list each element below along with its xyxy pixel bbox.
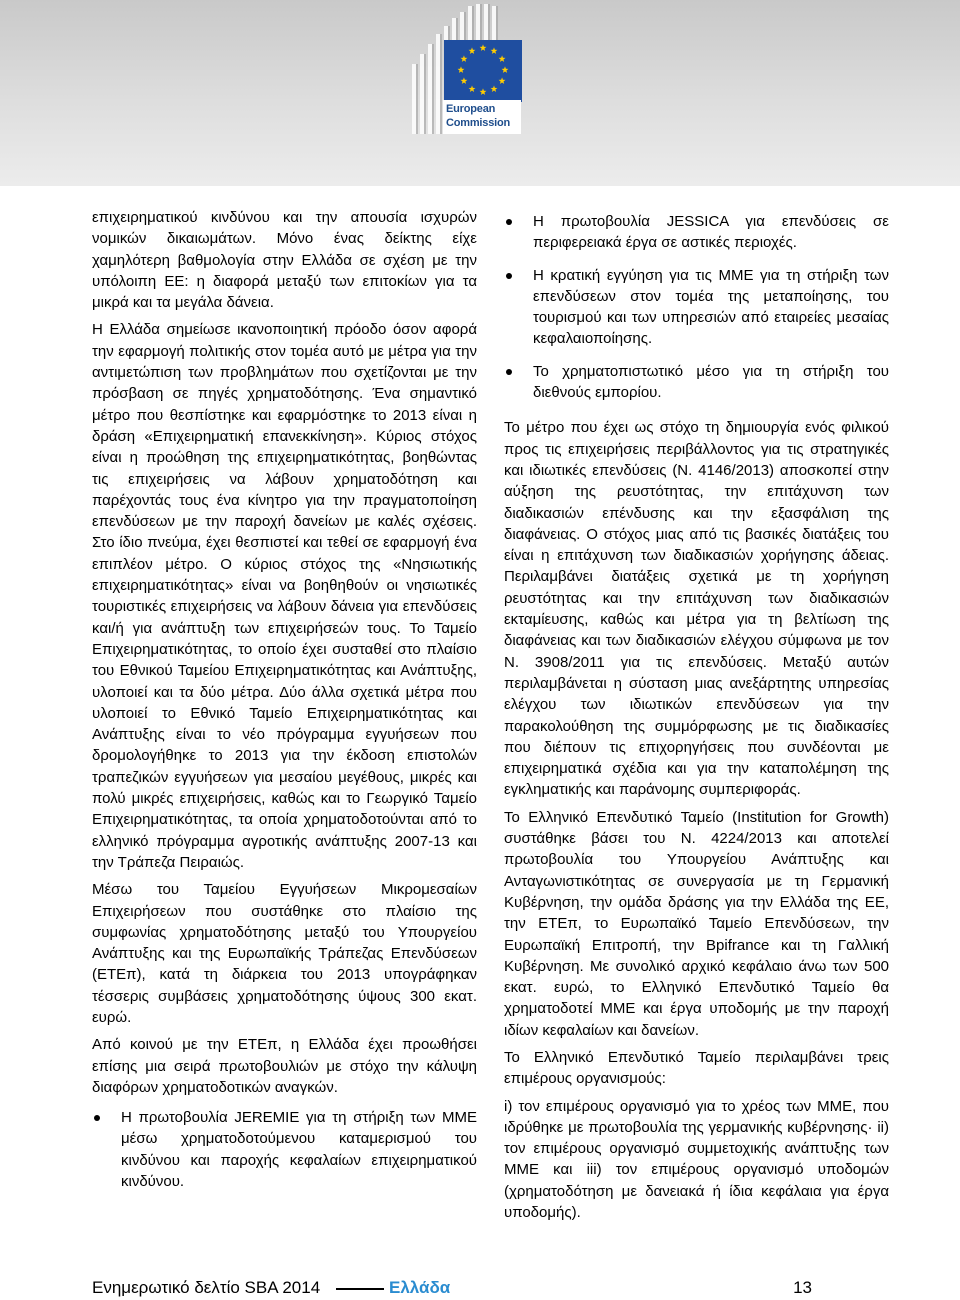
initiative-list — [504, 211, 889, 403]
logo-text-line1: European — [446, 103, 496, 115]
bullet-icon — [506, 219, 512, 225]
page-number: 13 — [793, 1278, 812, 1297]
logo-caption — [443, 100, 521, 134]
right-column — [504, 211, 889, 1229]
initiative-list — [92, 1107, 477, 1192]
list-item — [504, 361, 889, 404]
list-item-text: Η πρωτοβουλία JEREMIE για τη στήριξη των ΜΜΕ μέσω χρηματοδοτούμενου καταμερισμού του κινδύνου και παροχής κεφαλαίων επιχειρηματικού κινδύνου. — [121, 1109, 477, 1191]
list-item-text: Το χρηματοπιστωτικό μέσο για τη στήριξη του διεθνούς εμπορίου. — [533, 362, 889, 402]
footer-dash — [336, 1288, 384, 1290]
paragraph: Η Ελλάδα σημείωσε ικανοποιητική πρόοδο όσον αφορά την εφαρμογή πολιτικής στον τομέα αυτό με μέτρα για την αντιμετώπιση των προβλημάτων που σχετίζονται με την πρόσβαση σε πηγές χρηματοδότησης. Ένα σημαντικό μέτρο που θεσπίστηκε και εφαρμόστηκε το 2013 είναι η δράση «Επιχειρηματική επανεκκίνηση». Κύριος στόχος είναι η προώθηση της επιχειρηματικότητας, βοηθώντας τις επιχειρήσεις να λάβουν χρηματοδότηση και παρέχοντάς τους ένα κίνητρο για την πραγματοποίηση επενδύσεων με την παροχή δανείων με καλές σχέσεις. Στο ίδιο πνεύμα, έχει θεσπιστεί και τεθεί σε εφαρμογή ένα επιπλέον μέτρο. Ο κύριος στόχος της «Νησιωτικής επιχειρηματικότητας» είναι να βοηθηθούν οι νησιωτικές τουριστικές επιχειρήσεις να λάβουν δάνεια για επενδύσεις και/ή για ανάπτυξη των επιχειρήσεών τους. Το Ταμείο Επιχειρηματικότητας, το οποίο έχει συσταθεί στο πλαίσιο του Εθνικού Ταμείου Επιχειρηματικότητας και Ανάπτυξης, υλοποιεί και τα δύο μέτρα. Δύο άλλα σχετικά μέτρα που υλοποιεί το Εθνικό Ταμείο Επιχειρηματικότητας και Ανάπτυξης είναι το νέο πρόγραμμα εγγυήσεων που δρομολογήθηκε το 2013 για την έκδοση επιστολών τραπεζικών εγγυήσεων για μεσαίου μεγέθους, μικρές και πολύ μικρές επιχειρήσεις, καθώς και το Γεωργικό Ταμείο Επιχειρηματικότητας, τα οποία χρηματοδοτούνται από το ελληνικό πρόγραμμα αγροτικής ανάπτυξης 2007-13 και την Τράπεζα Πειραιώς. — [92, 321, 477, 871]
list-item — [92, 1107, 477, 1192]
bullet-icon — [506, 369, 512, 375]
logo-text-line2: Commission — [446, 117, 511, 129]
paragraph: Από κοινού με την ΕΤΕπ, η Ελλάδα έχει προωθήσει επίσης μια σειρά πρωτοβουλιών με στόχο την κάλυψη διαφόρων χρηματοδοτικών αναγκών. — [92, 1036, 477, 1096]
header-band — [0, 0, 960, 186]
list-item — [504, 265, 889, 350]
paragraph: επιχειρηματικού κινδύνου και την απουσία ισχυρών νομικών δικαιωμάτων. Μόνο ένας δείκτης είχε χαμηλότερη βαθμολογία στην Ελλάδα σε σχέση με την υπόλοιπη ΕΕ: η διαφορά μεταξύ των επιτοκίων για τα μικρά και τα μεγάλα δάνεια. — [92, 209, 477, 312]
left-column — [92, 207, 477, 1203]
paragraph: Το μέτρο που έχει ως στόχο τη δημιουργία ενός φιλικού προς τις επιχειρήσεις περιβάλλοντος για τις στρατηγικές και ιδιωτικές επενδύσεις (Ν. 4146/2013) αποσκοπεί στην αύξηση της ρευστότητας, την επιτάχυνση των διαδικασιών επένδυσης και την εξασφάλιση της διαφάνειας. Ο στόχος μιας από τις βασικές διατάξεις του είναι η επιτάχυνση των διαδικασιών χορήγησης άδειας. Περιλαμβάνει διατάξεις σχετικά με τη χορήγηση ρευστότητας και την επιτάχυνση των διαδικασιών εκταμίευσης, καθώς και μέτρα για τη βελτίωση της διαφάνειας και των διαδικασιών ελέγχου σύμφωνα με τον Ν. 3908/2011 για τις επενδύσεις. Μεταξύ αυτών περιλαμβάνεται η σύσταση μιας ανεξάρτητης υπηρεσίας ελέγχου των ιδιωτικών επενδύσεων για την παρακολούθηση της συμμόρφωσης με τις διαδικασίες που διέπουν τις επιχορηγήσεις που συνδέονται με επιχειρηματικά σχέδια και για την καταπολέμηση της εγκληματικής και παράνομης συμπεριφοράς. — [504, 419, 889, 799]
paragraph: i) τον επιμέρους οργανισμό για το χρέος των ΜΜΕ, που ιδρύθηκε με πρωτοβουλία της γερμανικής κυβέρνησης· ii) τον επιμέρους οργανισμό συμμετοχικής ανάπτυξης των ΜΜΕ και iii) τον επιμέρους οργανισμό υποδομών (χρηματοδότηση με δανειακά ή ίδια κεφάλαια για έργα υποδομής). — [504, 1097, 889, 1222]
publication-title: Ενημερωτικό δελτίο SBA 2014 — [92, 1278, 321, 1297]
list-item-text: Η κρατική εγγύηση για τις ΜΜΕ για τη στήριξη των επενδύσεων στον τομέα της μεταποίησης, του τουρισμού και των υπηρεσιών από εταιρείες μεσαίας κεφαλαιοποίησης. — [533, 266, 889, 348]
bullet-icon — [94, 1115, 100, 1121]
list-item-text: Η πρωτοβουλία JESSICA για επενδύσεις σε περιφερειακά έργα σε αστικές περιοχές. — [533, 213, 889, 252]
list-item — [504, 211, 889, 254]
paragraph: Μέσω του Ταμείου Εγγυήσεων Μικρομεσαίων Επιχειρήσεων που συστάθηκε στο πλαίσιο της συμφωνίας χρηματοδότησης μεταξύ του Υπουργείου Ανάπτυξης και της Ευρωπαϊκής Τράπεζας Επενδύσεων (ΕΤΕπ), κατά τη διάρκεια του 2013 υπογράφηκαν τέσσερις συμβάσεις χρηματοδότησης ύψους 300 εκατ. ευρώ. — [92, 881, 477, 1026]
paragraph: Το Ελληνικό Επενδυτικό Ταμείο περιλαμβάνει τρεις επιμέρους οργανισμούς: — [504, 1048, 889, 1088]
paragraph: Το Ελληνικό Επενδυτικό Ταμείο (Institution for Growth) συστάθηκε βάσει του Ν. 4224/2013 και αποτελεί πρωτοβουλία του Υπουργείου Ανάπτυξης και Ανταγωνιστικότητας σε συνεργασία με τη Γερμανική Κυβέρνηση, την ομάδα δράσης για την Ελλάδα της ΕΕ, την ΕΤΕπ, το Ευρωπαϊκό Ταμείο Επενδύσεων, την Ευρωπαϊκή Επιτροπή, την Bpifrance και τη Γαλλική Κυβέρνηση. Με συνολικό αρχικό κεφάλαιο άνω των 500 εκατ. ευρώ, το Ελληνικό Επενδυτικό Ταμείο θα χρηματοδοτεί ΜΜΕ και έργα υποδομής με την παροχή ιδίων κεφαλαίων και δανείων. — [504, 808, 889, 1039]
bullet-icon — [506, 273, 512, 279]
country-name: Ελλάδα — [389, 1278, 451, 1297]
